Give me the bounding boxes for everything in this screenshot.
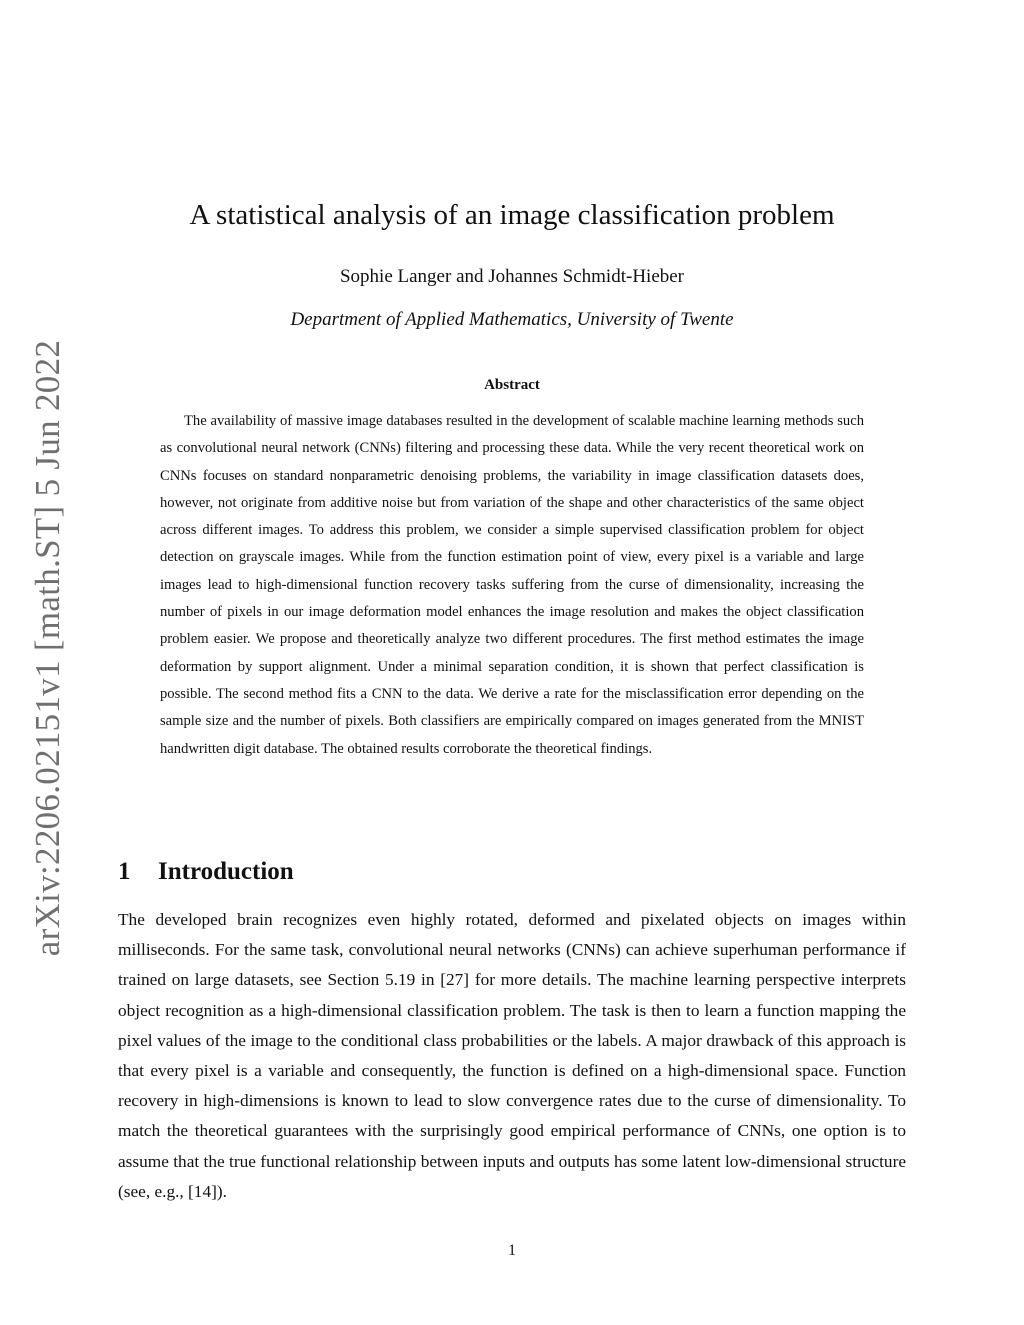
paper-title: A statistical analysis of an image classification problem bbox=[189, 199, 835, 231]
introduction-paragraph: The developed brain recognizes even highly rotated, deformed and pixelated objects on images within milliseconds. For the same task, convolutional neural networks (CNNs) can achieve superhuman performance if trained on large datasets, see Section 5.19 in [27] for more details. The machine learning perspective interprets object recognition as a high-dimensional classification problem. The task is then to learn a function mapping the pixel values of the image to the conditional class probabilities or the labels. A major drawback of this approach is that every pixel is a variable and consequently, the function is defined on a high-dimensional space. Function recovery in high-dimensions is known to lead to slow convergence rates due to the curse of dimensionality. To match the theoretical guarantees with the surprisingly good empirical performance of CNNs, one option is to assume that the true functional relationship between inputs and outputs has some latent low-dimensional structure (see, e.g., [14]). bbox=[118, 910, 906, 1201]
section-heading-introduction bbox=[118, 856, 294, 888]
section-title: Introduction bbox=[158, 858, 294, 885]
abstract-text: The availability of massive image databases resulted in the development of scalable machine learning methods such as convolutional neural network (CNNs) filtering and processing these data. While the very recent theoretical work on CNNs focuses on standard nonparametric denoising problems, the variability in image classification datasets does, however, not originate from additive noise but from variation of the shape and other characteristics of the same object across different images. To address this problem, we consider a simple supervised classification problem for object detection on grayscale images. While from the function estimation point of view, every pixel is a variable and large images lead to high-dimensional function recovery tasks suffering from the curse of dimensionality, increasing the number of pixels in our image deformation model enhances the image resolution and makes the object classification problem easier. We propose and theoretically analyze two different procedures. The first method estimates the image deformation by support alignment. Under a minimal separation condition, it is shown that perfect classification is possible. The second method fits a CNN to the data. We derive a rate for the misclassification error depending on the sample size and the number of pixels. Both classifiers are empirically compared on images generated from the MNIST handwritten digit database. The obtained results corroborate the theoretical findings. bbox=[160, 413, 864, 757]
paper-authors: Sophie Langer and Johannes Schmidt-Hieber bbox=[339, 266, 685, 287]
section-number: 1 bbox=[118, 858, 131, 885]
paper-affiliation: Department of Applied Mathematics, University of Twente bbox=[290, 309, 734, 330]
abstract-heading: Abstract bbox=[484, 377, 540, 393]
arxiv-identifier: arXiv:2206.02151v1 [math.ST] 5 Jun 2022 bbox=[28, 339, 67, 957]
page-number: 1 bbox=[508, 1242, 516, 1259]
